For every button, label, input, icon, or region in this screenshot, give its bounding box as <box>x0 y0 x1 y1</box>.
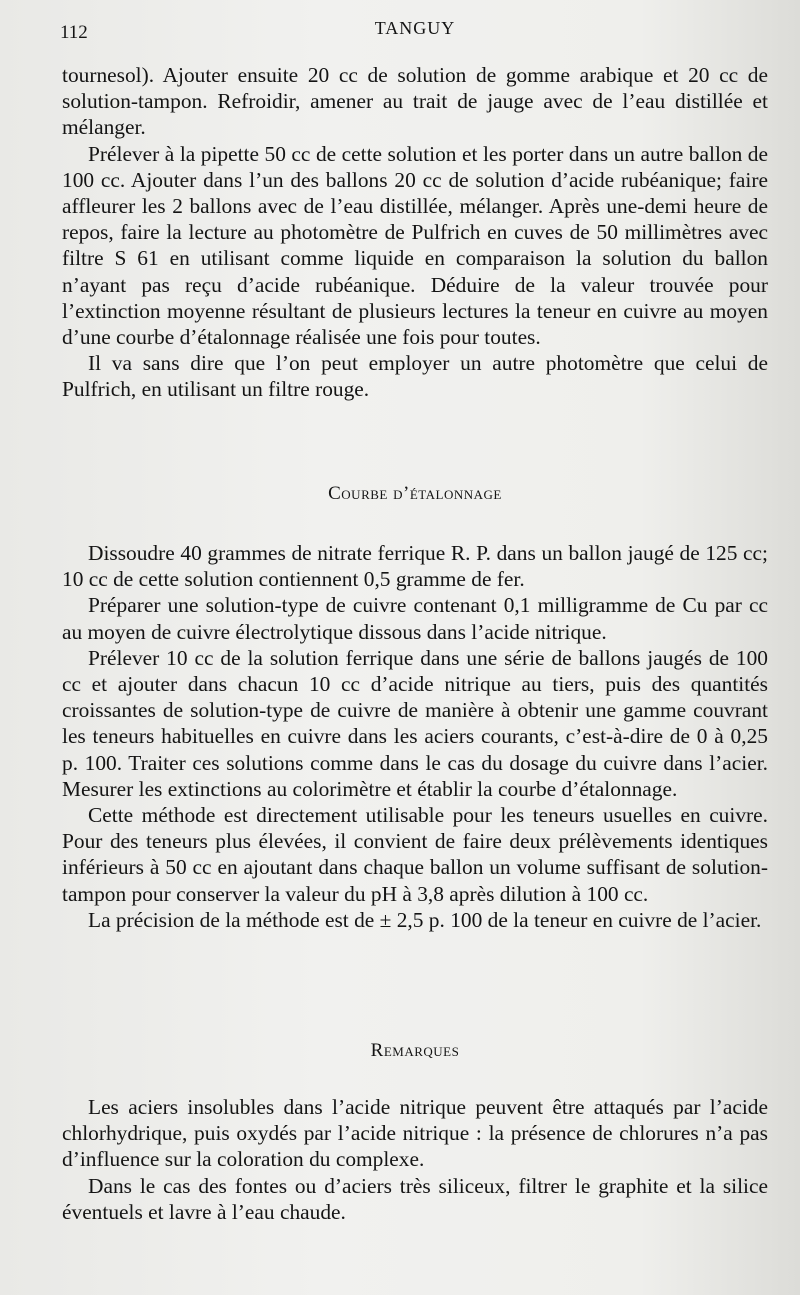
paragraph: Il va sans dire que l’on peut employer un autre photomètre que celui de Pulfrich, en utilisant un filtre rouge. <box>62 351 768 402</box>
page-header <box>60 18 770 46</box>
paragraph: tournesol). Ajouter ensuite 20 cc de solution de gomme arabique et 20 cc de solution-tampon. Refroidir, amener au trait de jauge avec de l’eau distillée et mélanger. <box>62 63 768 140</box>
section-title-remarques: Remarques <box>370 1040 460 1061</box>
paragraph: Les aciers insolubles dans l’acide nitrique peuvent être attaqués par l’acide chlorhydrique, puis oxydés par l’acide nitrique : la présence de chlorures n’a pas d’influence sur la coloration du complexe. <box>62 1095 768 1172</box>
paragraph: Cette méthode est directement utilisable pour les teneurs usuelles en cuivre. Pour des teneurs plus élevées, il convient de faire deux prélèvements identiques inférieurs à 50 cc en ajoutant dans chaque ballon un volume suffisant de solution-tampon pour conserver la valeur du pH à 3,8 après dilution à 100 cc. <box>62 803 768 906</box>
opening-text-block <box>62 62 768 403</box>
running-head: TANGUY <box>374 18 456 38</box>
paragraph: Préparer une solution-type de cuivre contenant 0,1 milligramme de Cu par cc au moyen de cuivre électrolytique dissous dans l’acide nitrique. <box>62 593 768 644</box>
section-title-courbe-etalonnage: Courbe d’étalonnage <box>328 483 502 504</box>
paragraph: Dissoudre 40 grammes de nitrate ferrique R. P. dans un ballon jaugé de 125 cc; 10 cc de cette solution contiennent 0,5 gramme de fer. <box>62 541 768 592</box>
page-number: 112 <box>60 22 88 43</box>
remarques-text-block <box>62 1094 768 1225</box>
paragraph: Prélever 10 cc de la solution ferrique dans une série de ballons jaugés de 100 cc et ajouter dans chacun 10 cc d’acide nitrique au tiers, puis des quantités croissantes de solution-type de cuivre de manière à obtenir une gamme couvrant les teneurs habituelles en cuivre dans les aciers courants, c’est-à-dire de 0 à 0,25 p. 100. Traiter ces solutions comme dans le cas du dosage du cuivre dans l’acier. Mesurer les extinctions au colorimètre et établir la courbe d’étalonnage. <box>62 645 768 801</box>
paragraph: Dans le cas des fontes ou d’aciers très siliceux, filtrer le graphite et la silice éventuels et lavre à l’eau chaude. <box>62 1173 768 1224</box>
paragraph: Prélever à la pipette 50 cc de cette solution et les porter dans un autre ballon de 100 cc. Ajouter dans l’un des ballons 20 cc de solution d’acide rubéanique; faire affleurer les 2 ballons avec de l’eau distillée, mélanger. Après une-demi heure de repos, faire la lecture au photomètre de Pulfrich en cuves de 50 millimètres avec filtre S 61 en utilisant comme liquide en comparaison la solution du ballon n’ayant pas reçu d’acide rubéanique. Déduire de la valeur trouvée pour l’extinction moyenne résultant de plusieurs lectures la teneur en cuivre au moyen d’une courbe d’étalonnage réalisée une fois pour toutes. <box>62 141 768 350</box>
paragraph: La précision de la méthode est de ± 2,5 p. 100 de la teneur en cuivre de l’acier. <box>88 907 762 932</box>
courbe-etalonnage-text-block <box>62 540 768 933</box>
